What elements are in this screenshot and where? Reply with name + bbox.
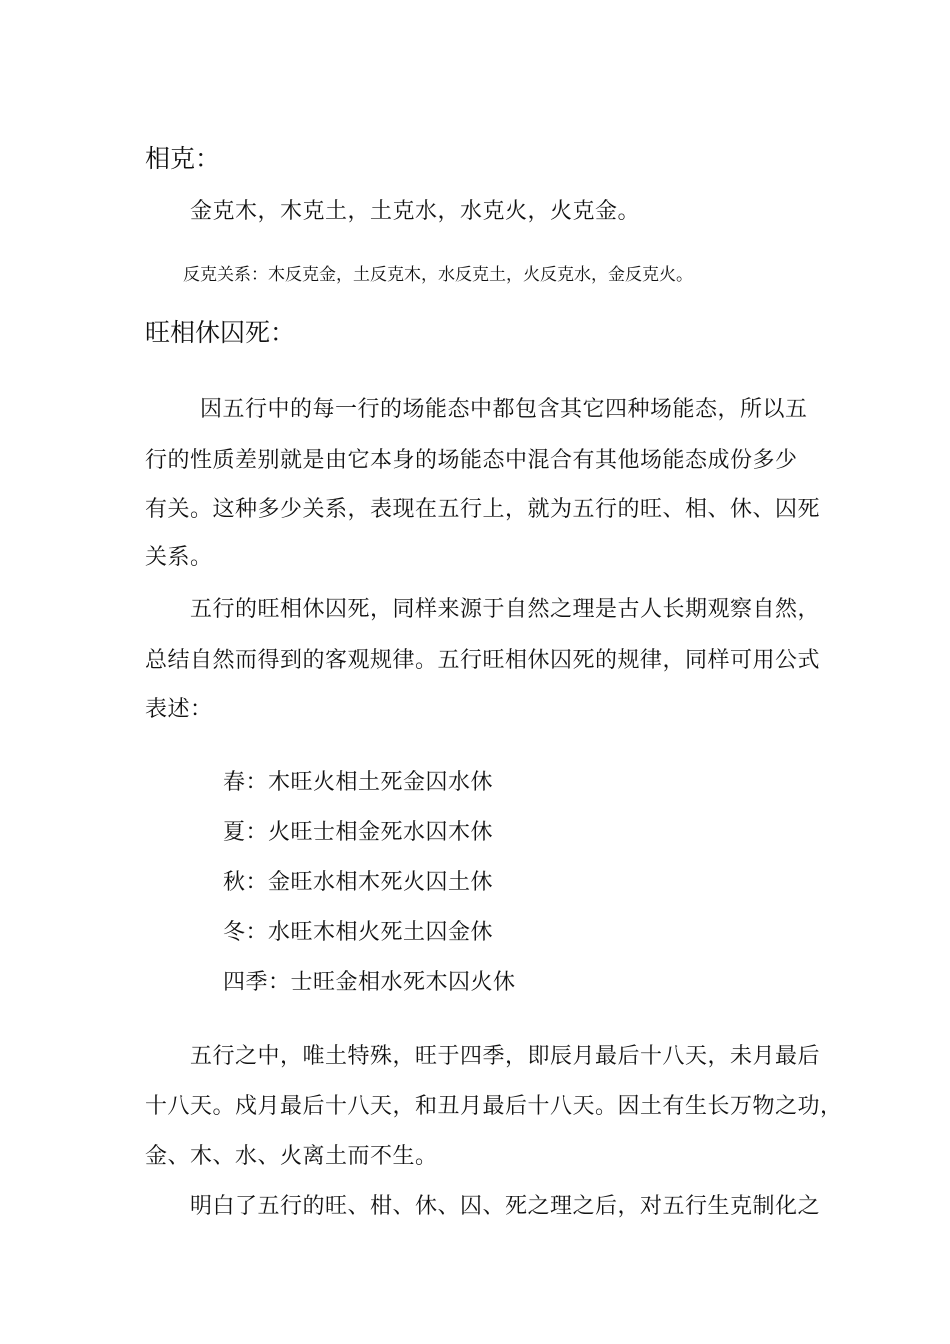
paragraph-line: 关系。 <box>145 545 213 570</box>
season-rule-spring: 春：木旺火相土死金囚水休 <box>223 770 494 795</box>
xiangke-reverse-line: 反克关系：木反克金，土反克木，水反克土，火反克水，金反克火。 <box>183 265 693 285</box>
paragraph-line: 五行之中，唯土特殊，旺于四季，即辰月最后十八天，未月最后 <box>190 1044 821 1069</box>
section-heading-xiangke: 相克： <box>145 144 221 173</box>
paragraph-line: 明白了五行的旺、柑、休、囚、死之理之后，对五行生克制化之 <box>190 1194 821 1219</box>
paragraph-line: 有关。这种多少关系，表现在五行上，就为五行的旺、相、休、囚死 <box>145 497 821 522</box>
xiangke-rule-line: 金克木，木克土，土克水，水克火，火克金。 <box>190 199 641 224</box>
season-rule-summer: 夏：火旺士相金死水囚木休 <box>223 820 494 845</box>
season-rule-winter: 冬：水旺木相火死土囚金休 <box>223 920 494 945</box>
paragraph-line: 五行的旺相休囚死，同样来源于自然之理是古人长期观察自然， <box>190 597 821 622</box>
paragraph-line: 行的性质差别就是由它本身的场能态中混合有其他场能态成份多少 <box>145 448 798 473</box>
paragraph-line: 表述： <box>145 697 213 722</box>
section-heading-wangxiang: 旺相休囚死： <box>145 318 296 347</box>
season-rule-autumn: 秋：金旺水相木死火囚土休 <box>223 870 494 895</box>
season-rule-four-seasons: 四季：士旺金相水死木囚火休 <box>223 970 516 995</box>
paragraph-line: 十八天。戍月最后十八天，和丑月最后十八天。因土有生长万物之功， <box>145 1094 843 1119</box>
paragraph-line: 总结自然而得到的客观规律。五行旺相休囚死的规律，同样可用公式 <box>145 648 821 673</box>
paragraph-line: 金、木、水、火离土而不生。 <box>145 1144 438 1169</box>
paragraph-line: 因五行中的每一行的场能态中都包含其它四种场能态，所以五 <box>200 397 808 422</box>
